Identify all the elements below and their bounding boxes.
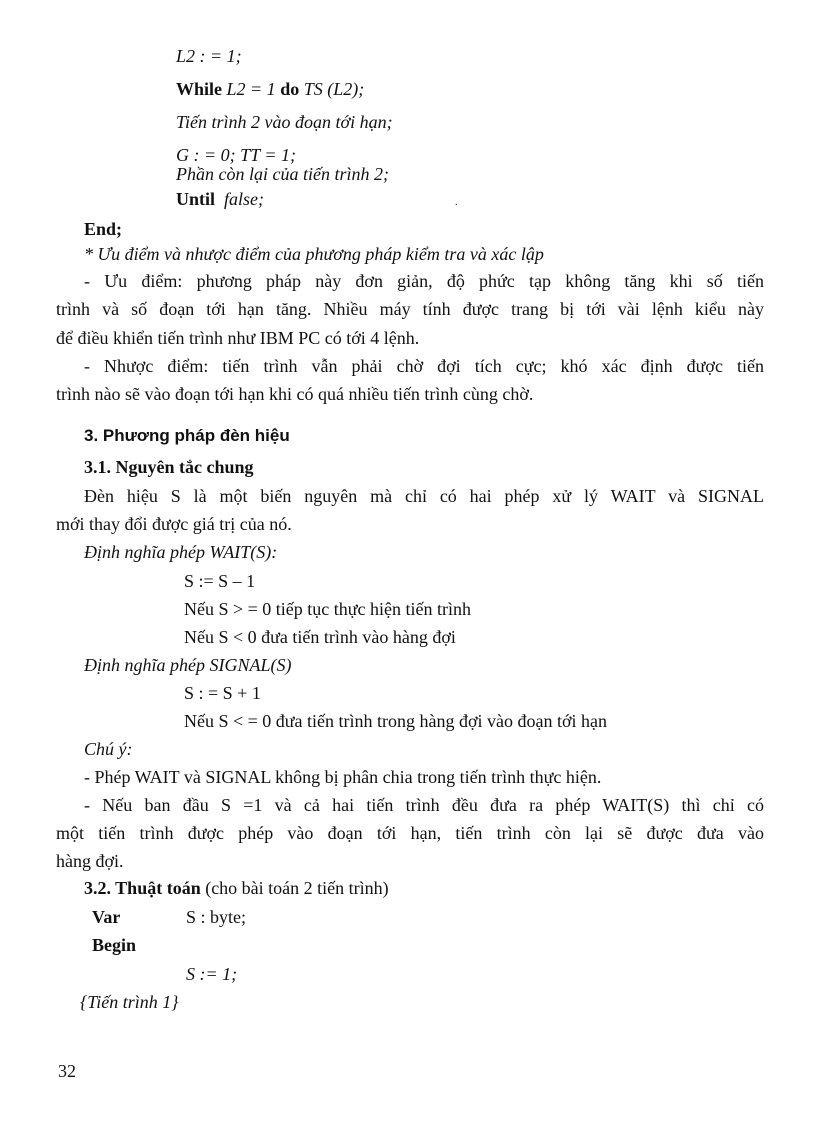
keyword-until: Until bbox=[176, 189, 216, 209]
subsection-3-2-note: (cho bài toán 2 tiến trình) bbox=[205, 878, 389, 898]
wait-definition: Định nghĩa phép WAIT(S): bbox=[84, 542, 278, 562]
note-label: Chú ý: bbox=[84, 739, 133, 759]
code-line-while bbox=[176, 78, 364, 100]
subsection-3-2-title: 3.2. Thuật toán bbox=[84, 878, 201, 898]
subsection-heading-3-1: 3.1. Nguyên tắc chung bbox=[84, 457, 254, 477]
keyword-do: do bbox=[280, 79, 300, 99]
note-line-2b: một tiến trình được phép vào đoạn tới hạn, tiến trình còn lại sẽ được đưa vào bbox=[56, 823, 764, 843]
code-line-l2-assign: L2 : = 1; bbox=[176, 46, 242, 66]
var-declaration: S : byte; bbox=[186, 907, 247, 927]
con-line-2: trình nào sẽ vào đoạn tới hạn khi có quá nhiều tiến trình cùng chờ. bbox=[56, 384, 534, 404]
until-value: false; bbox=[224, 189, 265, 209]
code-line-critical-section: Tiến trình 2 vào đoạn tới hạn; bbox=[176, 112, 393, 132]
keyword-begin: Begin bbox=[92, 935, 137, 955]
stray-dot: . bbox=[455, 197, 458, 208]
init-statement: S := 1; bbox=[186, 964, 238, 984]
note-line-2a: - Nếu ban đầu S =1 và cả hai tiến trình đều đưa ra phép WAIT(S) thì chỉ có bbox=[84, 795, 764, 815]
con-line-1: - Nhược điểm: tiến trình vẫn phải chờ đợi tích cực; khó xác định được tiến bbox=[84, 356, 764, 376]
process-1-comment: {Tiến trình 1} bbox=[80, 992, 179, 1012]
code-line-remainder: Phần còn lại của tiến trình 2; bbox=[176, 164, 389, 184]
while-condition: L2 = 1 bbox=[226, 79, 276, 99]
intro-line-2: mới thay đổi được giá trị của nó. bbox=[56, 514, 292, 534]
intro-line-1: Đèn hiệu S là một biến nguyên mà chỉ có hai phép xử lý WAIT và SIGNAL bbox=[84, 486, 764, 506]
wait-line-1: S := S – 1 bbox=[184, 571, 256, 591]
signal-line-2: Nếu S < = 0 đưa tiến trình trong hàng đợi vào đoạn tới hạn bbox=[184, 711, 608, 731]
signal-line-1: S : = S + 1 bbox=[184, 683, 261, 703]
page-number: 32 bbox=[58, 1061, 76, 1081]
keyword-while: While bbox=[176, 79, 223, 99]
pro-line-1: - Ưu điểm: phương pháp này đơn giản, độ phức tạp không tăng khi số tiến bbox=[84, 271, 764, 291]
subsection-heading-3-2 bbox=[84, 877, 389, 899]
wait-line-2: Nếu S > = 0 tiếp tục thực hiện tiến trình bbox=[184, 599, 472, 619]
ts-call: TS (L2); bbox=[303, 79, 365, 99]
section-heading: 3. Phương pháp đèn hiệu bbox=[84, 426, 290, 445]
pro-line-2: trình và số đoạn tới hạn tăng. Nhiều máy tính được trang bị tới vài lệnh kiểu này bbox=[56, 299, 764, 319]
note-line-1: - Phép WAIT và SIGNAL không bị phân chia trong tiến trình thực hiện. bbox=[84, 767, 602, 787]
code-line-assign: G : = 0; TT = 1; bbox=[176, 145, 296, 165]
pro-line-3: để điều khiển tiến trình như IBM PC có tới 4 lệnh. bbox=[56, 328, 420, 348]
code-line-end: End; bbox=[84, 219, 123, 239]
note-line-2c: hàng đợi. bbox=[56, 851, 124, 871]
wait-line-3: Nếu S < 0 đưa tiến trình vào hàng đợi bbox=[184, 627, 456, 647]
code-line-until bbox=[176, 188, 264, 210]
pros-cons-heading: * Ưu điểm và nhược điểm của phương pháp kiểm tra và xác lập bbox=[84, 244, 544, 264]
keyword-var: Var bbox=[92, 907, 121, 927]
signal-definition: Định nghĩa phép SIGNAL(S) bbox=[84, 655, 292, 675]
